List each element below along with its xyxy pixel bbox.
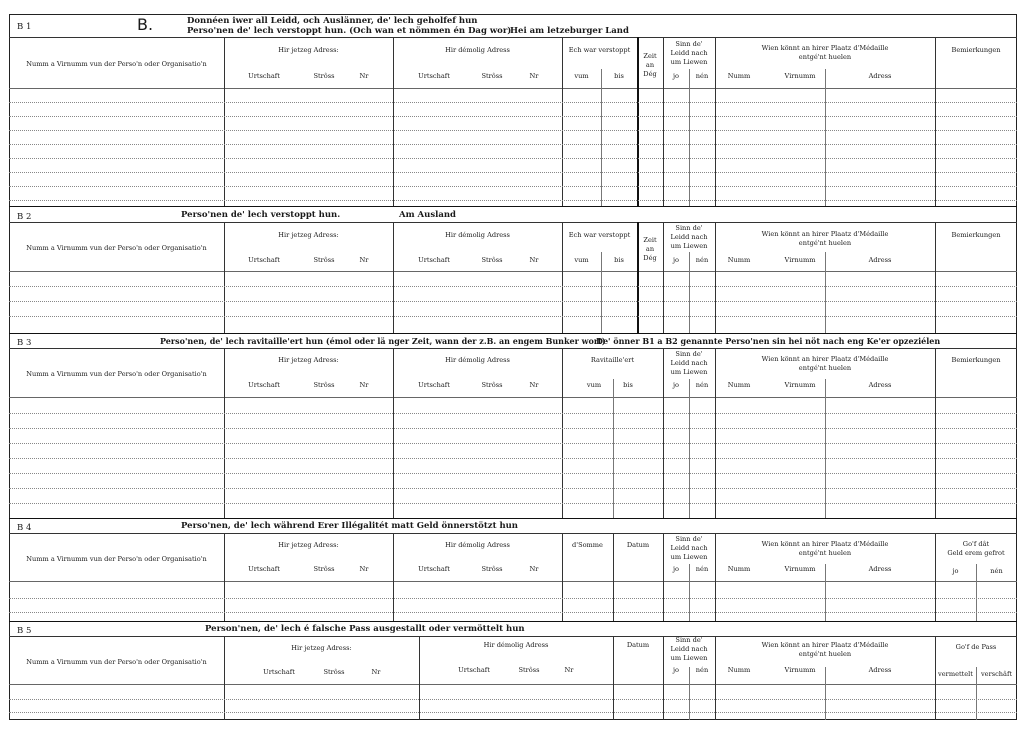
rule-line <box>9 598 1017 599</box>
header-label: Urtschaft <box>248 72 280 80</box>
header-label: an <box>645 61 655 69</box>
header-label: Virnumm <box>784 666 816 674</box>
rule-line <box>9 443 1017 444</box>
col-pass: Go'f de Pass <box>955 643 997 651</box>
header-label: nén <box>695 666 709 674</box>
header-label: Urtschaft <box>418 256 450 264</box>
header-label: Strôss <box>313 72 335 80</box>
rule-line <box>9 271 1017 272</box>
header-label: Sinn de' <box>675 535 703 543</box>
rule-line <box>9 621 1017 622</box>
header-label: Adress <box>868 666 892 674</box>
rule-line <box>9 612 1017 613</box>
header-label: Wien könnt an hirer Plaatz d'Médaille <box>761 540 889 548</box>
section-b4 <box>9 518 1017 621</box>
section-subtitle: Am Ausland <box>399 210 456 220</box>
section-id: B 5 <box>17 626 32 636</box>
rule-line <box>9 200 1017 201</box>
rule-line <box>9 397 1017 398</box>
header-label: Adress <box>868 72 892 80</box>
rule-line <box>935 37 936 206</box>
header-label: bis <box>614 256 624 264</box>
rule-line <box>9 158 1017 159</box>
header-label: Dég <box>643 70 657 78</box>
rule-line <box>9 206 1017 207</box>
header-label: Nr <box>359 72 369 80</box>
header-label: Wien könnt an hirer Plaatz d'Médaille <box>761 355 889 363</box>
section-id: B 4 <box>17 523 32 533</box>
header-label: Hir démolig Adress <box>445 356 510 364</box>
section-b2 <box>9 206 1017 333</box>
rule-line <box>9 488 1017 489</box>
header-label: Numm <box>727 256 751 264</box>
rule-line <box>9 636 1017 637</box>
header-label: nén <box>695 381 709 389</box>
header-label: Virnumm <box>784 565 816 573</box>
rule-line <box>224 37 225 206</box>
rule-line <box>825 252 826 333</box>
rule-line <box>393 348 394 518</box>
section-title: Donnéen iwer all Leidd, och Auslänner, de' lech geholfef hun <box>187 16 478 26</box>
header-label: um Liewen <box>670 368 708 376</box>
col-hidden: Ech war verstoppt <box>568 46 631 54</box>
header-label: um Liewen <box>670 58 708 66</box>
header-label: Hir démolig Adress <box>445 541 510 549</box>
header-label: Datum <box>626 641 650 649</box>
header-label: Nr <box>371 668 381 676</box>
header-label: Nr <box>359 565 369 573</box>
header-label: vum <box>574 72 589 80</box>
header-label: Strôss <box>518 666 540 674</box>
section-title: Perso'nen de' lech verstoppt hun. <box>181 210 341 220</box>
rule-line <box>9 144 1017 145</box>
rule-line <box>562 37 563 206</box>
header-label: Numm <box>727 381 751 389</box>
big-letter: B. <box>137 15 154 34</box>
rule-line <box>689 252 690 333</box>
header-label: Nr <box>529 565 539 573</box>
col-remarks: Bemierkungen <box>951 46 1001 54</box>
header-label: Hir démolig Adress <box>483 641 549 649</box>
rule-line <box>9 533 1017 534</box>
header-label: Nr <box>529 381 539 389</box>
rule-line <box>9 518 1017 519</box>
header-label: Virnumm <box>784 256 816 264</box>
header-label: um Liewen <box>670 242 708 250</box>
rule-line <box>224 348 225 518</box>
header-label: Sinn de' <box>675 224 703 232</box>
header-label: Adress <box>868 381 892 389</box>
header-label: verschâft <box>980 670 1013 678</box>
header-label: Ech war verstoppt <box>568 231 631 239</box>
rule-line <box>9 413 1017 414</box>
section-title: Person'nen, de' lech é falsche Pass ausgestallt oder vermöttelt hun <box>205 624 525 634</box>
header-label: Wien könnt an hirer Plaatz d'Médaille <box>761 230 889 238</box>
rule-line <box>9 316 1017 317</box>
header-label: um Liewen <box>670 654 708 662</box>
header-label: nén <box>990 567 1003 575</box>
rule-line <box>9 102 1017 103</box>
rule-line <box>9 286 1017 287</box>
rule-line <box>9 684 1017 685</box>
header-label: um Liewen <box>670 553 708 561</box>
rule-line <box>9 301 1017 302</box>
col-sum: d'Somme <box>572 541 603 549</box>
header-label: entgé'nt huelen <box>798 549 852 557</box>
rule-line <box>9 88 1017 89</box>
header-label: Strôss <box>313 256 335 264</box>
section-title: Perso'nen, de' lech während Erer Illégalitét matt Geld önnerstötzt hun <box>181 521 518 531</box>
rule-line <box>9 428 1017 429</box>
header-label: Adress <box>868 256 892 264</box>
header-label: Hir jetzeg Adress: <box>278 356 339 364</box>
header-label: nén <box>695 256 709 264</box>
header-label: Urtschaft <box>418 381 450 389</box>
col-medal: Wien könnt an hirer Plaatz d'Médaille <box>761 44 889 52</box>
rule-line <box>9 503 1017 504</box>
rule-line <box>9 348 1017 349</box>
header-label: Sinn de' <box>675 350 703 358</box>
header-label: Numm <box>727 565 751 573</box>
header-label: entgé'nt huelen <box>798 364 852 372</box>
header-label: Numm <box>727 666 751 674</box>
header-label: Strôss <box>313 381 335 389</box>
rule-line <box>9 130 1017 131</box>
header-label: Sinn de' <box>675 636 703 644</box>
col-date: Datum <box>626 541 650 549</box>
section-subtitle: De' önner B1 a B2 genannte Perso'nen sin hei nöt nach eng Ke'er opzeziélen <box>596 336 941 346</box>
rule-line <box>9 222 1017 223</box>
rule-line <box>689 379 690 518</box>
header-label: entgé'nt huelen <box>798 650 852 658</box>
header-label: Strôss <box>481 381 503 389</box>
header-label: Nr <box>529 256 539 264</box>
section-b5 <box>9 621 1017 720</box>
header-label: jo <box>672 666 679 674</box>
header-label: Urtschaft <box>263 668 295 676</box>
header-label: Urtschaft <box>458 666 490 674</box>
rule-line <box>9 333 1017 334</box>
header-label: Nr <box>359 381 369 389</box>
rule-line <box>9 699 1017 700</box>
header-label: Hir jetzeg Adress: <box>291 644 352 652</box>
header-label: Nr <box>529 72 539 80</box>
header-label: nén <box>695 565 709 573</box>
header-label: entgé'nt huelen <box>798 53 852 61</box>
header-label: jo <box>672 256 679 264</box>
header-label: Virnumm <box>784 72 816 80</box>
rule-line <box>9 172 1017 173</box>
section-b3 <box>9 333 1017 518</box>
rule-line <box>9 458 1017 459</box>
header-label: vermettelt <box>938 670 973 678</box>
rule-line <box>9 712 1017 713</box>
header-label: Zeit <box>643 236 657 244</box>
header-label: Nr <box>359 256 369 264</box>
rule-line <box>715 37 716 206</box>
section-id: B 3 <box>17 338 32 348</box>
col-money-returned: Go'f dât <box>962 540 990 548</box>
header-label: Hir jetzeg Adress: <box>278 231 339 239</box>
header-label: vum <box>586 381 602 389</box>
header-label: nén <box>695 72 709 80</box>
header-label: Nr <box>564 666 574 674</box>
rule-line <box>393 37 394 206</box>
header-label: Zeit <box>643 52 657 60</box>
section-id: B 2 <box>17 212 32 222</box>
header-label: Virnumm <box>784 381 816 389</box>
section-subtitle: Perso'nen de' lech verstoppt hun. (Och wan et nömmen én Dag wor) <box>187 26 512 36</box>
header-label: Numm a Virnumm vun der Perso'n oder Organisatio'n <box>26 658 207 666</box>
header-label: Leidd nach <box>670 49 708 57</box>
rule-line <box>601 252 602 333</box>
header-label: Hir jetzeg Adress: <box>278 541 339 549</box>
header-label: Bemierkungen <box>951 231 1001 239</box>
header-label: Dég <box>643 254 657 262</box>
rule-line <box>9 116 1017 117</box>
header-label: Geld erem gefrot <box>947 549 1005 557</box>
section-id: B 1 <box>17 22 32 32</box>
header-label: Adress <box>868 565 892 573</box>
col-name: Numm a Virnumm vun der Perso'n oder Organisatio'n <box>26 60 207 68</box>
header-label: jo <box>672 381 679 389</box>
rule-line <box>9 186 1017 187</box>
header-label: Urtschaft <box>248 381 280 389</box>
header-label: vum <box>574 256 589 264</box>
header-label: Sinn de' <box>675 40 703 48</box>
header-label: Strôss <box>481 72 503 80</box>
header-label: Urtschaft <box>248 565 280 573</box>
header-label: Urtschaft <box>418 72 450 80</box>
rule-line <box>613 379 614 518</box>
header-label: Numm a Virnumm vun der Perso'n oder Organisatio'n <box>26 555 207 563</box>
rule-line <box>825 379 826 518</box>
header-label: jo <box>672 72 679 80</box>
header-label: bis <box>614 72 624 80</box>
header-label: Leidd nach <box>670 359 708 367</box>
header-label: entgé'nt huelen <box>798 239 852 247</box>
rule-line <box>9 37 1017 38</box>
header-label: Numm a Virnumm vun der Perso'n oder Organisatio'n <box>26 370 207 378</box>
header-label: an <box>645 245 655 253</box>
section-subtitle-2: Hei am letzeburger Land <box>510 26 629 36</box>
header-label: Bemierkungen <box>951 356 1001 364</box>
section-b1 <box>9 14 1017 206</box>
header-label: Strôss <box>323 668 345 676</box>
rule-line <box>562 348 563 518</box>
header-label: jo <box>952 567 959 575</box>
col-addr-now: Hir jetzeg Adress: <box>278 46 339 54</box>
header-label: Leidd nach <box>670 233 708 241</box>
rule-line <box>9 473 1017 474</box>
header-label: Strôss <box>481 565 503 573</box>
header-label: Leidd nach <box>670 544 708 552</box>
header-label: bis <box>623 381 633 389</box>
header-label: jo <box>672 565 679 573</box>
header-label: Hir démolig Adress <box>445 231 510 239</box>
rule-line <box>715 348 716 518</box>
header-label: Numm a Virnumm vun der Perso'n oder Organisatio'n <box>26 244 207 252</box>
header-label: Wien könnt an hirer Plaatz d'Médaille <box>761 641 889 649</box>
header-label: Numm <box>727 72 751 80</box>
header-label: Strôss <box>313 565 335 573</box>
header-label: Strôss <box>481 256 503 264</box>
header-label: Urtschaft <box>248 256 280 264</box>
rule-line <box>935 348 936 518</box>
header-label: Leidd nach <box>670 645 708 653</box>
col-ravitaille: Ravitaille'ert <box>590 356 635 364</box>
col-addr-old: Hir démolig Adress <box>445 46 510 54</box>
rule-line <box>9 581 1017 582</box>
section-title: Perso'nen, de' lech ravitaille'ert hun (émol oder lä nger Zeit, wann der z.B. an engem Bunker wort) <box>160 336 606 346</box>
header-label: Urtschaft <box>418 565 450 573</box>
